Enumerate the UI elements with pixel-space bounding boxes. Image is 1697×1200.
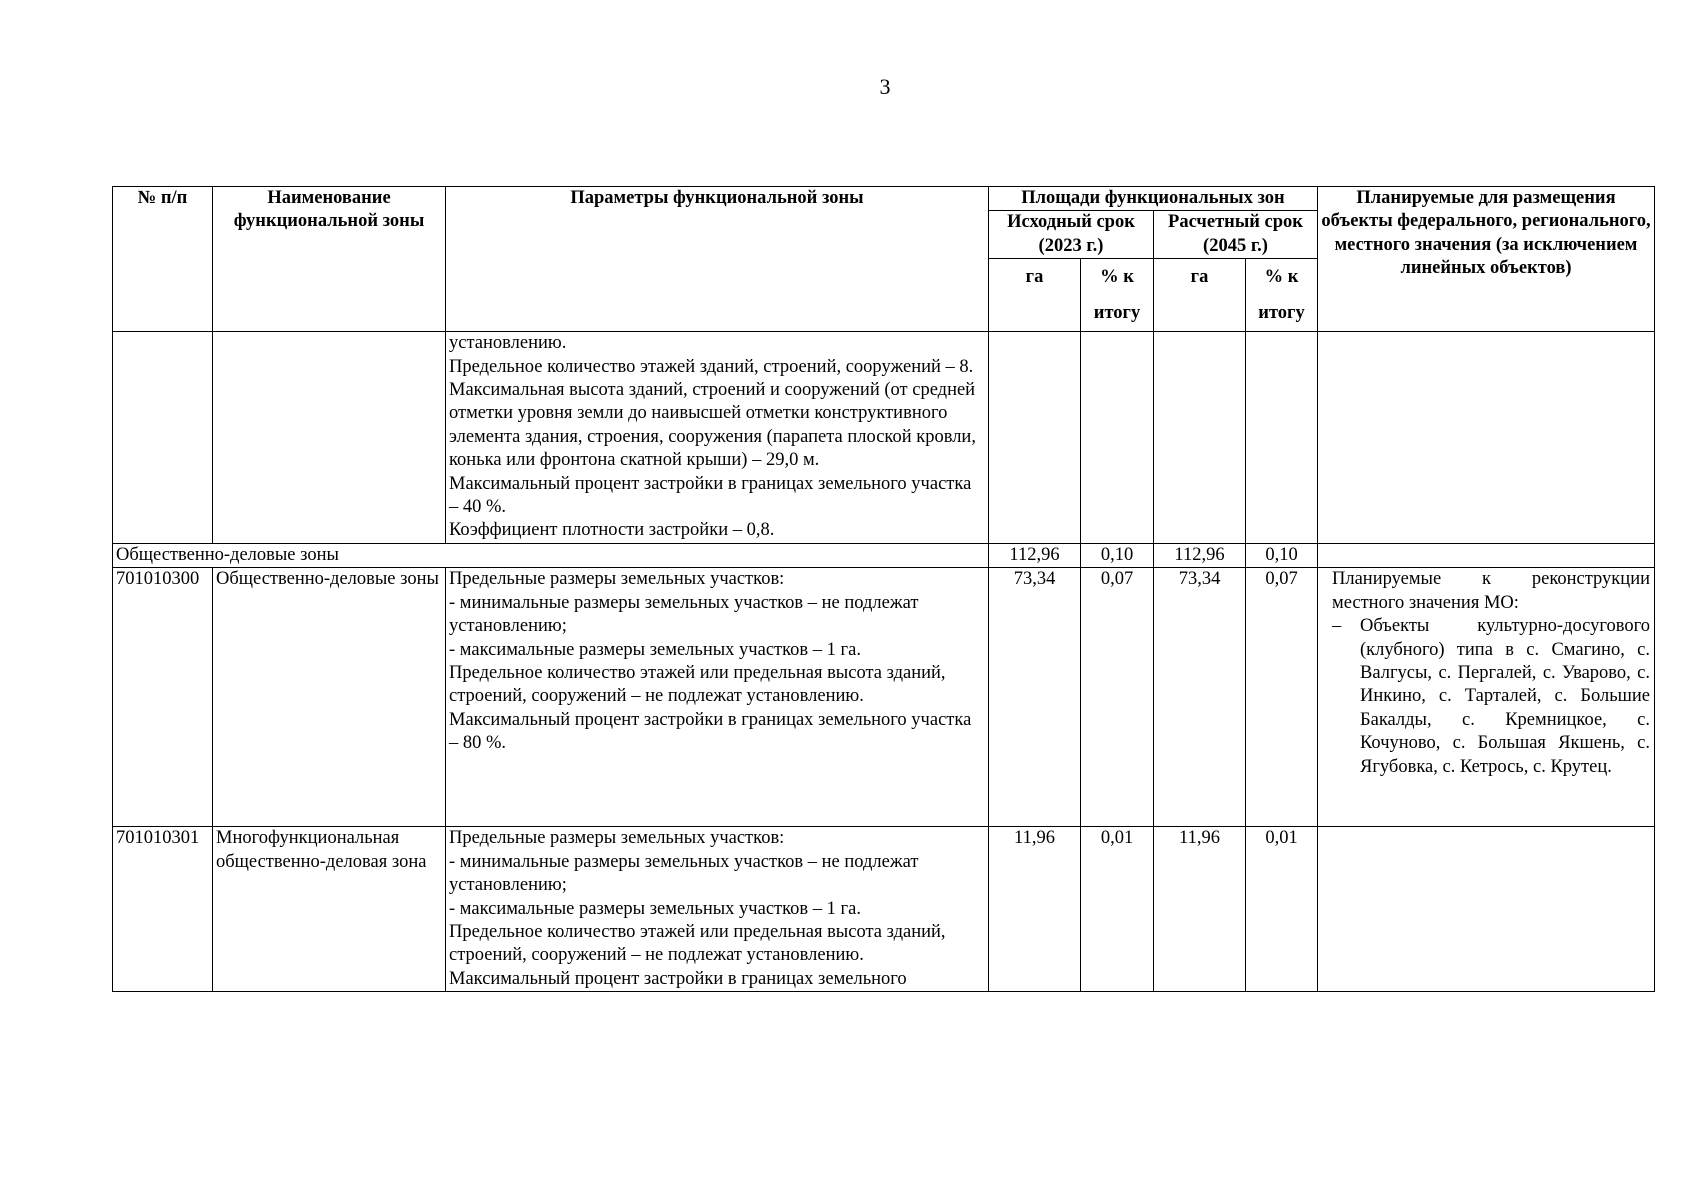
header-ha-initial: га	[989, 259, 1081, 332]
cell-objects	[1318, 332, 1655, 544]
cell-pct-initial: 0,07	[1081, 568, 1154, 827]
cell-pct-planned	[1246, 332, 1318, 544]
cell-objects	[1318, 568, 1655, 827]
cell-pct-planned: 0,07	[1246, 568, 1318, 827]
table-row	[113, 827, 1655, 992]
objects-list-item	[1332, 615, 1650, 779]
cell-pct-planned: 0,01	[1246, 827, 1318, 992]
cell-pct-initial	[1081, 332, 1154, 544]
cell-params: Предельные размеры земельных участков: - минимальные размеры земельных участков – не подлежат установлению; - максимальные размеры земельных участков – 1 га. Предельное количество этажей или предельная высота зданий, строений, сооружений – не подлежат установлению. Максимальный процент застройки в границах земельного	[446, 827, 989, 992]
page-number: 3	[879, 74, 891, 99]
cell-name: Общественно-деловые зоны	[213, 568, 446, 827]
group-row	[113, 543, 1655, 567]
cell-ha-initial: 73,34	[989, 568, 1081, 827]
cell-ha-initial: 11,96	[989, 827, 1081, 992]
header-planned-objects: Планируемые для размещения объекты федерального, регионального, местного значения (за исключением линейных объектов)	[1318, 187, 1655, 332]
header-zone-name: Наименование функциональной зоны	[213, 187, 446, 332]
header-areas: Площади функциональных зон	[989, 187, 1318, 211]
header-pct-initial: % к итогу	[1081, 259, 1154, 332]
group-pct-planned: 0,10	[1246, 543, 1318, 567]
header-initial-term: Исходный срок (2023 г.)	[989, 211, 1154, 259]
header-num: № п/п	[113, 187, 213, 332]
objects-item-text: Объекты культурно-досугового (клубного) типа в с. Смагино, с. Валгусы, с. Пергалей, с. Уварово, с. Инкино, с. Тарталей, с. Большие Бакалды, с. Кремницкое, с. Кочуново, с. Большая Якшень, с. Ягубовка, с. Кетрось, с. Крутец.	[1360, 616, 1650, 777]
cell-pct-initial: 0,01	[1081, 827, 1154, 992]
group-title: Общественно-деловые зоны	[113, 543, 989, 567]
cell-ha-planned: 11,96	[1154, 827, 1246, 992]
cell-code: 701010300	[113, 568, 213, 827]
table-row-continuation	[113, 332, 1655, 544]
header-pct-planned: % к итогу	[1246, 259, 1318, 332]
group-ha-planned: 112,96	[1154, 543, 1246, 567]
header-ha-planned: га	[1154, 259, 1246, 332]
list-dash: –	[1332, 616, 1342, 637]
table-row	[113, 568, 1655, 827]
group-objects	[1318, 543, 1655, 567]
table-header-row	[113, 187, 1655, 211]
cell-name	[213, 332, 446, 544]
functional-zones-table	[112, 186, 1655, 992]
objects-intro: Планируемые к реконструкции местного значения МО:	[1332, 569, 1650, 613]
group-ha-initial: 112,96	[989, 543, 1081, 567]
group-pct-initial: 0,10	[1081, 543, 1154, 567]
cell-code	[113, 332, 213, 544]
cell-ha-planned: 73,34	[1154, 568, 1246, 827]
cell-params: Предельные размеры земельных участков: - минимальные размеры земельных участков – не подлежат установлению; - максимальные размеры земельных участков – 1 га. Предельное количество этажей или предельная высота зданий, строений, сооружений – не подлежат установлению. Максимальный процент застройки в границах земельного участка – 80 %.	[446, 568, 989, 827]
cell-ha-initial	[989, 332, 1081, 544]
cell-params: установлению. Предельное количество этажей зданий, строений, сооружений – 8. Максимальная высота зданий, строений и сооружений (от средней отметки уровня земли до наивысшей отметки конструктивного элемента здания, строения, сооружения (парапета плоской кровли, конька или фронтона скатной крыши) – 29,0 м. Максимальный процент застройки в границах земельного участка – 40 %. Коэффициент плотности застройки – 0,8.	[446, 332, 989, 544]
cell-objects	[1318, 827, 1655, 992]
cell-code: 701010301	[113, 827, 213, 992]
cell-name: Многофункциональная общественно-деловая зона	[213, 827, 446, 992]
cell-ha-planned	[1154, 332, 1246, 544]
header-zone-params: Параметры функциональной зоны	[446, 187, 989, 332]
header-planned-term: Расчетный срок (2045 г.)	[1154, 211, 1318, 259]
